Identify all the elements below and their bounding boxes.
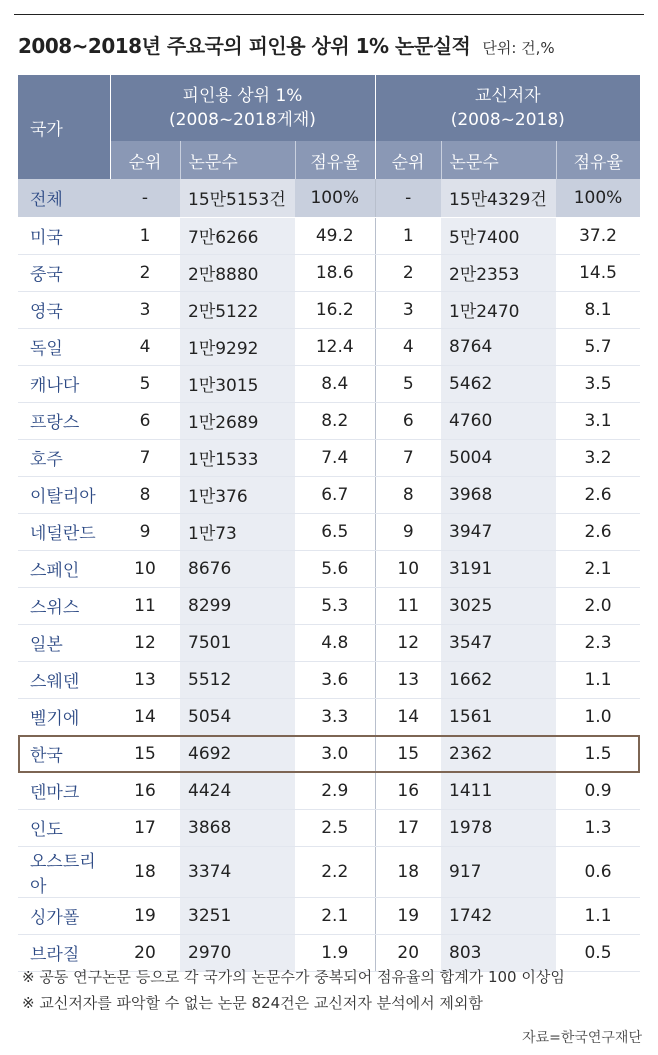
count-cell: 3547 — [441, 624, 556, 661]
rank-cell: 10 — [110, 550, 180, 587]
country-cell: 호주 — [18, 439, 110, 476]
header-corresponding-group — [375, 75, 640, 141]
count-cell: 1만1533 — [180, 439, 295, 476]
rank-cell: 7 — [110, 439, 180, 476]
count-cell: 2만5122 — [180, 291, 295, 328]
share-cell: 4.8 — [295, 624, 375, 661]
rank-cell: 6 — [110, 402, 180, 439]
country-cell: 일본 — [18, 624, 110, 661]
count-cell: 3191 — [441, 550, 556, 587]
header-top-cited-group — [110, 75, 375, 141]
table-row — [18, 698, 640, 735]
header-corresponding-line1: 교신저자 — [474, 86, 541, 106]
share-cell: 1.1 — [556, 897, 640, 934]
country-cell: 한국 — [18, 735, 110, 772]
rank-cell: 20 — [110, 934, 180, 971]
rank-cell: 17 — [110, 809, 180, 846]
country-cell: 독일 — [18, 328, 110, 365]
rank-cell: 4 — [375, 328, 441, 365]
header-top-cited-line2: (2008~2018게재) — [169, 110, 316, 130]
rank-cell: 8 — [375, 476, 441, 513]
share-cell: 3.1 — [556, 402, 640, 439]
rank-cell: 6 — [375, 402, 441, 439]
share-cell: 49.2 — [295, 217, 375, 254]
header-rank: 순위 — [110, 141, 180, 179]
rank-cell: 8 — [110, 476, 180, 513]
share-cell: 37.2 — [556, 217, 640, 254]
count-cell: 3947 — [441, 513, 556, 550]
share-cell: 3.0 — [295, 735, 375, 772]
count-cell: 3968 — [441, 476, 556, 513]
share-cell: 3.3 — [295, 698, 375, 735]
country-cell: 전체 — [18, 179, 110, 217]
source-credit: 자료=한국연구재단 — [522, 1030, 642, 1046]
count-cell: 1978 — [441, 809, 556, 846]
share-cell: 2.6 — [556, 513, 640, 550]
table-row — [18, 735, 640, 772]
rank-cell: 5 — [110, 365, 180, 402]
count-cell: 4760 — [441, 402, 556, 439]
table-row — [18, 624, 640, 661]
share-cell: 14.5 — [556, 254, 640, 291]
rank-cell: 3 — [375, 291, 441, 328]
share-cell: 7.4 — [295, 439, 375, 476]
rank-cell: - — [375, 179, 441, 217]
count-cell: 15만4329건 — [441, 179, 556, 217]
rank-cell: 15 — [110, 735, 180, 772]
share-cell: 2.9 — [295, 772, 375, 809]
table-row — [18, 328, 640, 365]
rank-cell: 18 — [110, 846, 180, 897]
count-cell: 1561 — [441, 698, 556, 735]
table-row — [18, 365, 640, 402]
count-cell: 8764 — [441, 328, 556, 365]
footnotes — [22, 964, 565, 1016]
rank-cell: 9 — [375, 513, 441, 550]
table-row — [18, 476, 640, 513]
country-cell: 인도 — [18, 809, 110, 846]
share-cell: 6.7 — [295, 476, 375, 513]
country-cell: 이탈리아 — [18, 476, 110, 513]
count-cell: 5만7400 — [441, 217, 556, 254]
share-cell: 1.0 — [556, 698, 640, 735]
share-cell: 8.2 — [295, 402, 375, 439]
table-row — [18, 217, 640, 254]
share-cell: 5.3 — [295, 587, 375, 624]
country-cell: 영국 — [18, 291, 110, 328]
count-cell: 5004 — [441, 439, 556, 476]
rank-cell: 9 — [110, 513, 180, 550]
table-row — [18, 772, 640, 809]
count-cell: 15만5153건 — [180, 179, 295, 217]
rank-cell: 11 — [110, 587, 180, 624]
header-country: 국가 — [18, 75, 110, 179]
share-cell: 2.0 — [556, 587, 640, 624]
count-cell: 3025 — [441, 587, 556, 624]
share-cell: 0.5 — [556, 934, 640, 971]
share-cell: 2.2 — [295, 846, 375, 897]
share-cell: 1.5 — [556, 735, 640, 772]
count-cell: 1411 — [441, 772, 556, 809]
share-cell: 0.6 — [556, 846, 640, 897]
rank-cell: 19 — [375, 897, 441, 934]
title-row — [18, 30, 555, 59]
count-cell: 917 — [441, 846, 556, 897]
country-cell: 덴마크 — [18, 772, 110, 809]
count-cell: 2만2353 — [441, 254, 556, 291]
rank-cell: 20 — [375, 934, 441, 971]
table-row — [18, 402, 640, 439]
header-rank: 순위 — [375, 141, 441, 179]
count-cell: 3868 — [180, 809, 295, 846]
rank-cell: 13 — [375, 661, 441, 698]
share-cell: 2.6 — [556, 476, 640, 513]
country-cell: 중국 — [18, 254, 110, 291]
country-cell: 프랑스 — [18, 402, 110, 439]
country-cell: 네덜란드 — [18, 513, 110, 550]
share-cell: 3.5 — [556, 365, 640, 402]
header-top-cited-line1: 피인용 상위 1% — [182, 86, 303, 106]
papers-table — [18, 75, 640, 972]
rank-cell: 12 — [110, 624, 180, 661]
count-cell: 3251 — [180, 897, 295, 934]
country-cell: 스위스 — [18, 587, 110, 624]
count-cell: 1만73 — [180, 513, 295, 550]
rank-cell: 13 — [110, 661, 180, 698]
table-row — [18, 254, 640, 291]
count-cell: 1742 — [441, 897, 556, 934]
share-cell: 6.5 — [295, 513, 375, 550]
share-cell: 2.5 — [295, 809, 375, 846]
count-cell: 5462 — [441, 365, 556, 402]
share-cell: 18.6 — [295, 254, 375, 291]
page-title: 2008~2018년 주요국의 피인용 상위 1% 논문실적 — [18, 34, 471, 58]
count-cell: 3374 — [180, 846, 295, 897]
share-cell: 100% — [295, 179, 375, 217]
rank-cell: 2 — [375, 254, 441, 291]
count-cell: 1만9292 — [180, 328, 295, 365]
country-cell: 오스트리아 — [18, 846, 110, 897]
share-cell: 3.6 — [295, 661, 375, 698]
table-row-total — [18, 179, 640, 217]
table-row — [18, 809, 640, 846]
table-row — [18, 897, 640, 934]
share-cell: 5.6 — [295, 550, 375, 587]
table-row — [18, 661, 640, 698]
share-cell: 100% — [556, 179, 640, 217]
rank-cell: 14 — [375, 698, 441, 735]
rank-cell: 7 — [375, 439, 441, 476]
count-cell: 5054 — [180, 698, 295, 735]
rank-cell: 4 — [110, 328, 180, 365]
rank-cell: 10 — [375, 550, 441, 587]
country-cell: 스웨덴 — [18, 661, 110, 698]
count-cell: 1만3015 — [180, 365, 295, 402]
count-cell: 1만376 — [180, 476, 295, 513]
count-cell: 7501 — [180, 624, 295, 661]
count-cell: 1662 — [441, 661, 556, 698]
footnote: ※ 교신저자를 파악할 수 없는 논문 824건은 교신저자 분석에서 제외함 — [22, 994, 483, 1012]
country-cell: 벨기에 — [18, 698, 110, 735]
rank-cell: 1 — [110, 217, 180, 254]
share-cell: 2.1 — [556, 550, 640, 587]
top-rule — [14, 14, 644, 15]
rank-cell: 16 — [110, 772, 180, 809]
share-cell: 5.7 — [556, 328, 640, 365]
country-cell: 미국 — [18, 217, 110, 254]
table-row — [18, 550, 640, 587]
rank-cell: 16 — [375, 772, 441, 809]
table-row — [18, 587, 640, 624]
rank-cell: - — [110, 179, 180, 217]
header-count: 논문수 — [441, 141, 556, 179]
header-share: 점유율 — [556, 141, 640, 179]
country-cell: 싱가폴 — [18, 897, 110, 934]
count-cell: 1만2689 — [180, 402, 295, 439]
rank-cell: 11 — [375, 587, 441, 624]
table-row — [18, 846, 640, 897]
rank-cell: 5 — [375, 365, 441, 402]
count-cell: 2362 — [441, 735, 556, 772]
header-corresponding-line2: (2008~2018) — [450, 110, 565, 130]
country-cell: 스페인 — [18, 550, 110, 587]
country-cell: 브라질 — [18, 934, 110, 971]
count-cell: 8676 — [180, 550, 295, 587]
rank-cell: 15 — [375, 735, 441, 772]
rank-cell: 18 — [375, 846, 441, 897]
share-cell: 2.3 — [556, 624, 640, 661]
table-row — [18, 291, 640, 328]
count-cell: 7만6266 — [180, 217, 295, 254]
share-cell: 12.4 — [295, 328, 375, 365]
count-cell: 803 — [441, 934, 556, 971]
count-cell: 1만2470 — [441, 291, 556, 328]
share-cell: 3.2 — [556, 439, 640, 476]
rank-cell: 3 — [110, 291, 180, 328]
rank-cell: 19 — [110, 897, 180, 934]
count-cell: 5512 — [180, 661, 295, 698]
share-cell: 1.1 — [556, 661, 640, 698]
count-cell: 2만8880 — [180, 254, 295, 291]
share-cell: 1.3 — [556, 809, 640, 846]
share-cell: 8.1 — [556, 291, 640, 328]
rank-cell: 1 — [375, 217, 441, 254]
share-cell: 2.1 — [295, 897, 375, 934]
share-cell: 8.4 — [295, 365, 375, 402]
share-cell: 1.9 — [295, 934, 375, 971]
rank-cell: 12 — [375, 624, 441, 661]
rank-cell: 17 — [375, 809, 441, 846]
share-cell: 16.2 — [295, 291, 375, 328]
country-cell: 캐나다 — [18, 365, 110, 402]
footnote: ※ 공동 연구논문 등으로 각 국가의 논문수가 중복되어 점유율의 합계가 100 이상임 — [22, 968, 565, 986]
table-row — [18, 513, 640, 550]
header-count: 논문수 — [180, 141, 295, 179]
table-row — [18, 439, 640, 476]
unit-label: 단위: 건,% — [482, 39, 555, 57]
rank-cell: 2 — [110, 254, 180, 291]
count-cell: 2970 — [180, 934, 295, 971]
count-cell: 8299 — [180, 587, 295, 624]
header-share: 점유율 — [295, 141, 375, 179]
count-cell: 4424 — [180, 772, 295, 809]
rank-cell: 14 — [110, 698, 180, 735]
share-cell: 0.9 — [556, 772, 640, 809]
count-cell: 4692 — [180, 735, 295, 772]
